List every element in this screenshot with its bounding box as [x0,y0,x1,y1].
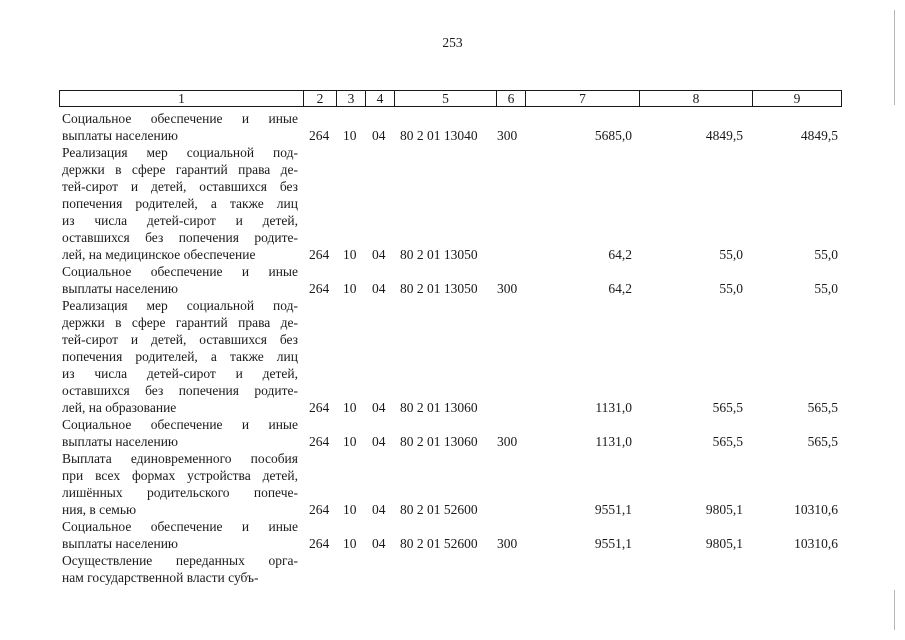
cell-c2: 264 [309,247,330,262]
cell-c6: 300 [497,281,518,296]
cell-c4: 04 [372,247,386,262]
cell-c6: 300 [497,128,518,143]
cell-c5: 80 2 01 13050 [400,247,478,262]
column-header: 3 [337,91,366,107]
description-line: попечения родителей, а также лиц [62,196,298,211]
table-row [62,552,842,586]
cell-c7: 5685,0 [594,128,632,143]
column-header: 2 [304,91,337,107]
cell-c3: 10 [343,400,357,415]
description-line: лишённых родительского попече- [62,485,298,500]
description-line: выплаты населению [62,434,179,449]
table-row [62,297,842,416]
description-line: Осуществление переданных орга- [62,553,298,568]
description-line: тей-сирот и детей, оставшихся без [62,179,298,194]
cell-c6: 300 [497,536,518,551]
description-line: выплаты населению [62,128,179,143]
description-line: оставшихся без попечения родите- [62,383,298,398]
cell-c3: 10 [343,128,357,143]
description-line: выплаты населению [62,536,179,551]
cell-c9: 55,0 [814,281,838,296]
description-line: оставшихся без попечения родите- [62,230,298,245]
column-header: 1 [60,91,304,107]
description-line: лей, на образование [62,400,177,415]
cell-c5: 80 2 01 13040 [400,128,478,143]
cell-c4: 04 [372,502,386,517]
cell-c9: 565,5 [807,434,838,449]
cell-c8: 55,0 [719,247,743,262]
description-line: попечения родителей, а также лиц [62,349,298,364]
cell-c5: 80 2 01 52600 [400,536,478,551]
description-line: держки в сфере гарантий права де- [62,162,298,177]
description-line: нам государственной власти субъ- [62,570,259,585]
table-row [62,144,842,263]
cell-c5: 80 2 01 13060 [400,400,478,415]
cell-c2: 264 [309,128,330,143]
page-number: 253 [442,35,463,50]
cell-c7: 9551,1 [594,502,632,517]
table-row [62,110,842,144]
table-row [62,450,842,518]
column-header-row [59,90,842,107]
description-line: выплаты населению [62,281,179,296]
cell-c5: 80 2 01 13050 [400,281,478,296]
description-line: при всех формах устройства детей, [62,468,298,483]
description-line: Социальное обеспечение и иные [62,264,298,279]
scan-margin-line [894,10,895,105]
cell-c3: 10 [343,502,357,517]
cell-c3: 10 [343,247,357,262]
cell-c9: 4849,5 [800,128,838,143]
cell-c6: 300 [497,434,518,449]
description-line: Социальное обеспечение и иные [62,519,298,534]
cell-c8: 565,5 [712,400,743,415]
cell-c2: 264 [309,400,330,415]
cell-c4: 04 [372,536,386,551]
column-header: 6 [497,91,526,107]
column-header: 7 [526,91,640,107]
cell-c3: 10 [343,281,357,296]
cell-c4: 04 [372,434,386,449]
cell-c5: 80 2 01 52600 [400,502,478,517]
cell-c7: 9551,1 [594,536,632,551]
description-line: из числа детей-сирот и детей, [62,366,298,381]
description-line: из числа детей-сирот и детей, [62,213,298,228]
cell-c9: 10310,6 [794,502,838,517]
cell-c8: 9805,1 [705,502,743,517]
description-line: тей-сирот и детей, оставшихся без [62,332,298,347]
cell-c7: 1131,0 [595,400,632,415]
cell-c8: 9805,1 [705,536,743,551]
cell-c3: 10 [343,434,357,449]
description-line: лей, на медицинское обеспечение [62,247,256,262]
table-row [62,518,842,552]
cell-c4: 04 [372,281,386,296]
cell-c7: 1131,0 [595,434,632,449]
cell-c8: 4849,5 [705,128,743,143]
cell-c4: 04 [372,400,386,415]
cell-c7: 64,2 [608,281,632,296]
table-row [62,416,842,450]
cell-c4: 04 [372,128,386,143]
table-row [62,263,842,297]
description-line: Социальное обеспечение и иные [62,417,298,432]
cell-c9: 55,0 [814,247,838,262]
cell-c8: 55,0 [719,281,743,296]
scan-margin-line [894,590,895,630]
description-line: Реализация мер социальной под- [62,298,298,313]
description-line: Выплата единовременного пособия [62,451,298,466]
budget-table-body [62,110,842,586]
column-header: 9 [753,91,842,107]
cell-c7: 64,2 [608,247,632,262]
column-header: 8 [640,91,753,107]
column-header: 5 [395,91,497,107]
description-line: Реализация мер социальной под- [62,145,298,160]
cell-c8: 565,5 [712,434,743,449]
cell-c9: 10310,6 [794,536,838,551]
description-line: держки в сфере гарантий права де- [62,315,298,330]
column-header: 4 [366,91,395,107]
cell-c9: 565,5 [807,400,838,415]
description-line: ния, в семью [62,502,137,517]
cell-c5: 80 2 01 13060 [400,434,478,449]
cell-c2: 264 [309,502,330,517]
cell-c2: 264 [309,434,330,449]
description-line: Социальное обеспечение и иные [62,111,298,126]
cell-c3: 10 [343,536,357,551]
cell-c2: 264 [309,281,330,296]
cell-c2: 264 [309,536,330,551]
